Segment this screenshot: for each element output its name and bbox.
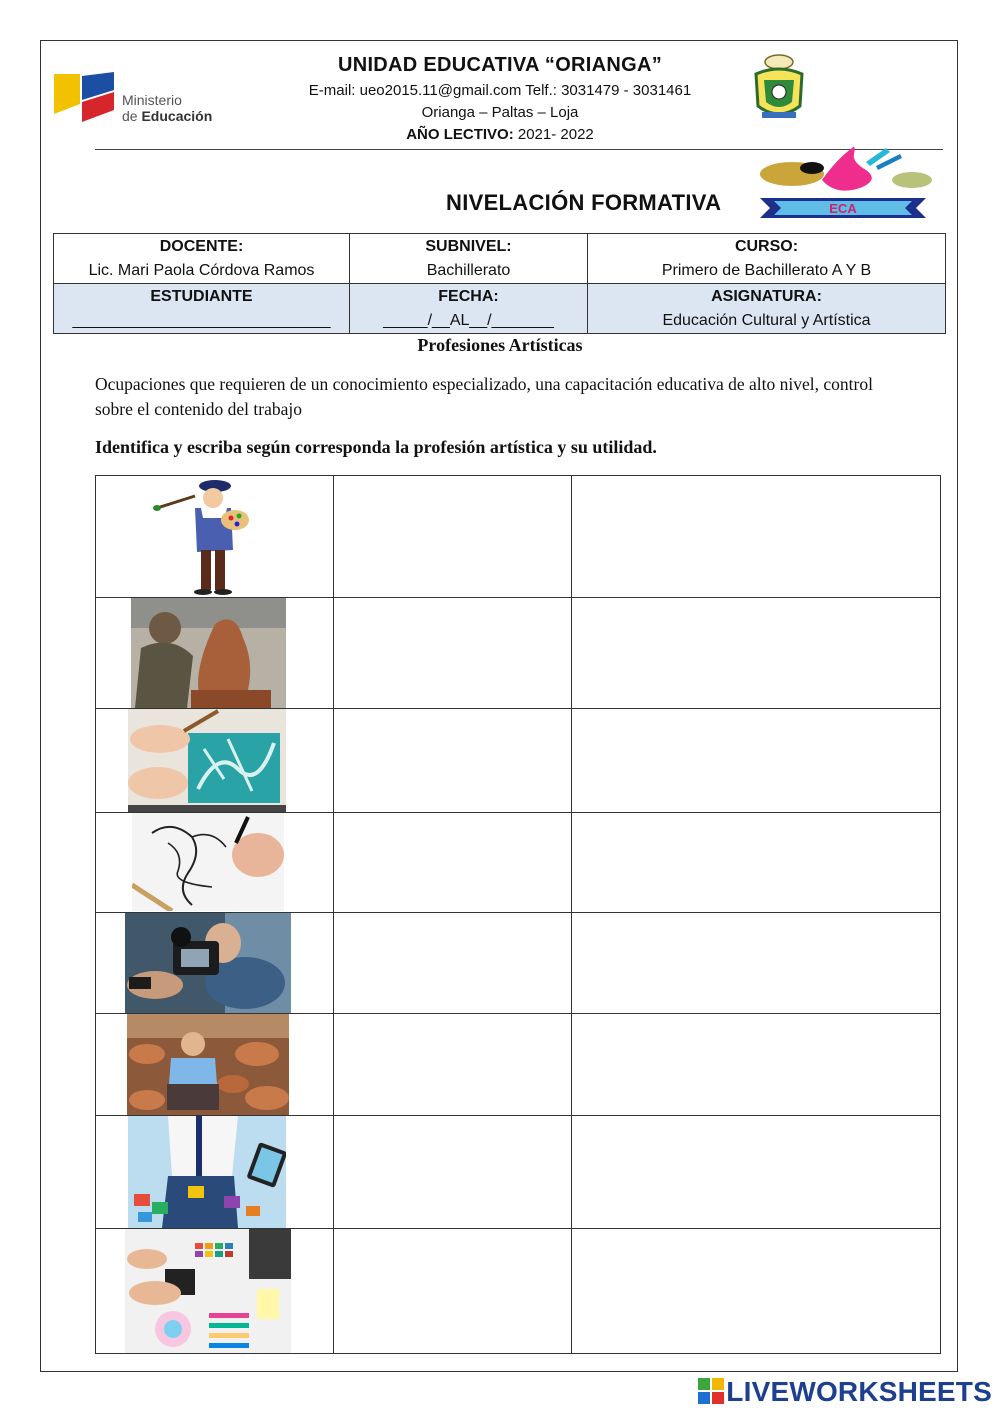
contact-line: E-mail: ueo2015.11@gmail.com Telf.: 3031479 - 3031461 [308,82,692,99]
table-row [96,476,941,598]
answer-profession-cell[interactable] [334,813,572,913]
fecha-field[interactable]: _____/__AL__/_______ [383,311,554,329]
engraver-linocut-icon [128,709,286,812]
ministry-line2-bold: Educación [141,108,213,124]
image-cell [96,1116,334,1229]
info-table [53,233,946,334]
image-cell [96,476,334,598]
docente-label: DOCENTE: [159,237,244,255]
answer-profession-cell[interactable] [334,709,572,813]
curso-value: Primero de Bachillerato A Y B [661,261,872,279]
eca-label: ECA [829,201,857,216]
page-title: NIVELACIÓN FORMATIVA [446,190,722,215]
subnivel-cell [350,234,588,284]
image-cell [96,1229,334,1354]
liveworksheets-brand[interactable] [698,1376,992,1408]
curso-cell [588,234,946,284]
table-row [96,813,941,913]
asignatura-label: ASIGNATURA: [711,287,822,305]
image-cell [96,1014,334,1116]
answer-utility-cell[interactable] [572,813,941,913]
answer-profession-cell[interactable] [334,476,572,598]
ministry-line1: Ministerio [122,92,182,108]
estudiante-label: ESTUDIANTE [150,287,253,305]
year-label: AÑO LECTIVO: [406,126,514,143]
answer-profession-cell[interactable] [334,913,572,1014]
table-row [96,913,941,1014]
answer-profession-cell[interactable] [334,1229,572,1354]
liveworksheets-text: LIVEWORKSHEETS [726,1376,992,1407]
answer-utility-cell[interactable] [572,1229,941,1354]
school-name: UNIDAD EDUCATIVA “ORIANGA” [337,54,663,76]
docente-cell [54,234,350,284]
location-line: Orianga – Paltas – Loja [421,104,579,121]
estudiante-cell[interactable] [54,284,350,334]
fecha-label: FECHA: [438,287,499,305]
eca-paint-logo-icon [756,140,936,222]
section-title: Profesiones Artísticas [417,335,583,355]
asignatura-value: Educación Cultural y Artística [662,311,871,329]
sculptor-clay-icon [131,598,286,708]
estudiante-field[interactable]: _____________________________ [72,311,331,329]
answer-profession-cell[interactable] [334,1014,572,1116]
answer-utility-cell[interactable] [572,913,941,1014]
asignatura-cell [588,284,946,334]
graphic-designer-colors-icon [125,1229,291,1353]
instruction-text: Identifica y escriba según corresponda la profesión artística y su utilidad. [95,437,657,457]
image-cell [96,709,334,813]
painter-cartoon-icon [151,478,251,596]
school-crest-icon [748,50,810,126]
answer-utility-cell[interactable] [572,476,941,598]
description-paragraph: Ocupaciones que requieren de un conocimiento especializado, una capacitación educativa de alto nivel, control sobre el contenido del trabajo [95,374,873,419]
liveworksheets-logo-icon [698,1378,724,1404]
subnivel-value: Bachillerato [426,261,511,279]
ministry-line2-prefix: de [122,108,142,124]
answer-utility-cell[interactable] [572,598,941,709]
table-row [96,1014,941,1116]
info-row-teacher [54,234,946,284]
fecha-cell[interactable] [350,284,588,334]
info-row-student [54,284,946,334]
table-row [96,709,941,813]
digital-designer-icon [128,1116,286,1228]
docente-value: Lic. Mari Paola Córdova Ramos [88,261,315,279]
answer-utility-cell[interactable] [572,1116,941,1229]
subnivel-label: SUBNIVEL: [425,237,512,255]
table-row [96,598,941,709]
image-cell [96,913,334,1014]
answer-profession-cell[interactable] [334,1116,572,1229]
table-row [96,1229,941,1354]
answer-utility-cell[interactable] [572,1014,941,1116]
year-value: 2021- 2022 [513,126,594,143]
image-cell [96,813,334,913]
activity-table [95,475,941,1354]
answer-profession-cell[interactable] [334,598,572,709]
answer-utility-cell[interactable] [572,709,941,813]
potter-ceramics-icon [127,1014,289,1115]
table-row [96,1116,941,1229]
photographer-camera-icon [125,913,291,1013]
illustrator-drawing-icon [132,813,284,911]
image-cell [96,598,334,709]
curso-label: CURSO: [734,237,799,255]
